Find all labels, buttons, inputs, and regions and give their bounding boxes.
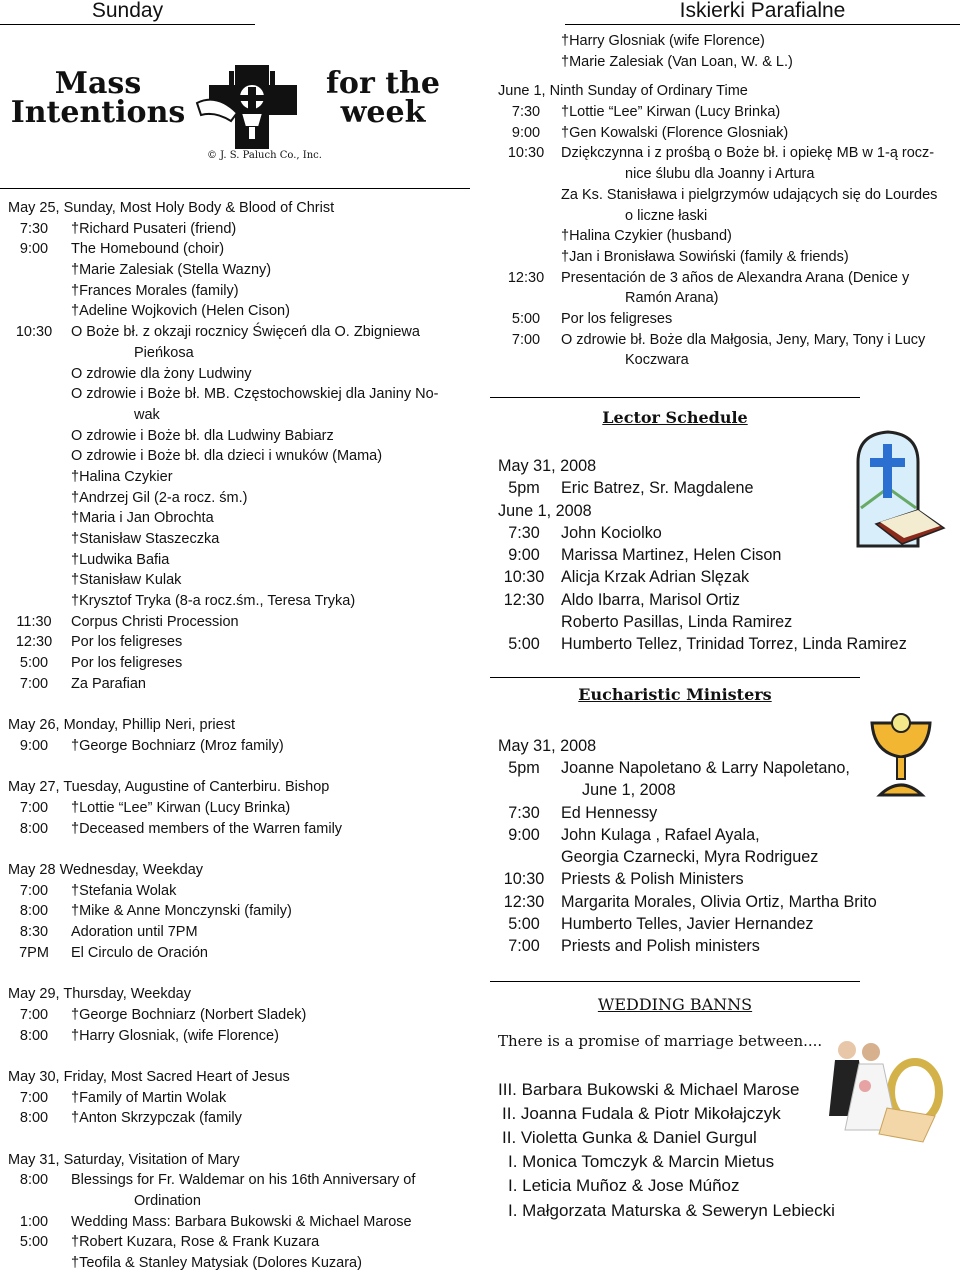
list-item <box>0 674 470 695</box>
intention-text: †Ludwika Bafia <box>71 551 170 568</box>
time-label: 7:00 <box>19 882 49 899</box>
list-item <box>490 868 960 890</box>
list-item <box>0 736 470 757</box>
time-label: 10:30 <box>15 324 53 341</box>
list-item <box>0 1212 470 1233</box>
time-label: 12:30 <box>15 634 53 651</box>
wedding-banns-list <box>490 1078 960 1223</box>
time-label: 12:30 <box>507 269 545 286</box>
list-item <box>490 633 960 655</box>
divider <box>490 981 860 982</box>
list-item <box>490 757 960 779</box>
time-label: 7:00 <box>19 1089 49 1106</box>
lector-schedule-title: Lector Schedule <box>602 408 748 427</box>
list-item <box>490 802 960 824</box>
cross-chalice-icon <box>193 63 318 151</box>
intention-text: †Adeline Wojkovich (Helen Cison) <box>71 303 290 320</box>
intention-text: Joanne Napoletano & Larry Napoletano, <box>561 758 850 777</box>
time-label: 10:30 <box>503 568 545 587</box>
logo-intentions: Intentions <box>10 95 186 130</box>
time-label: 8:00 <box>19 903 49 920</box>
intention-text: Roberto Pasillas, Linda Ramirez <box>561 613 793 632</box>
list-item <box>0 1088 470 1109</box>
list-item <box>0 632 470 653</box>
list-item <box>0 301 470 322</box>
list-item <box>490 566 960 588</box>
time-label: 7:00 <box>508 937 540 956</box>
list-item <box>0 922 470 943</box>
list-item: †Harry Glosniak (wife Florence) <box>561 33 765 49</box>
list-item <box>0 239 470 260</box>
list-item <box>490 185 960 206</box>
list-item <box>0 508 470 529</box>
mass-intentions-logo <box>0 25 470 165</box>
intention-text: El Circulo de Oración <box>71 944 208 961</box>
june-1-intentions <box>490 81 960 371</box>
list-item <box>490 164 960 185</box>
list-item <box>490 309 960 330</box>
intention-text: Eric Batrez, Sr. Magdalene <box>561 479 754 498</box>
time-label: 5:00 <box>508 915 540 934</box>
wedding-banns-subtitle: There is a promise of marriage between.... <box>498 1031 823 1050</box>
intention-text: †Richard Pusateri (friend) <box>71 220 237 237</box>
intention-text: †Family of Martin Wolak <box>71 1089 227 1106</box>
time-label: 9:00 <box>508 546 540 565</box>
intention-text: Humberto Tellez, Trinidad Torrez, Linda Ramirez <box>561 635 907 654</box>
time-label: 9:00 <box>511 124 541 141</box>
intention-text: June 1, 2008 <box>582 781 676 800</box>
day-title: May 28 Wednesday, Weekday <box>8 862 204 878</box>
list-item <box>0 798 470 819</box>
intention-text: Za Ks. Stanisława i pielgrzymów udających się do Lourdes <box>561 186 938 203</box>
day-title: June 1, Ninth Sunday of Ordinary Time <box>498 83 748 100</box>
list-item <box>0 405 470 426</box>
time-label: 8:00 <box>19 1172 49 1189</box>
list-item: †Marie Zalesiak (Van Loan, W. & L.) <box>561 53 793 70</box>
intention-text: Alicja Krzak Adrian Slęzak <box>561 568 750 587</box>
day-title: May 26, Monday, Phillip Neri, priest <box>8 717 235 734</box>
list-item <box>0 570 470 591</box>
intention-text: †Gen Kowalski (Florence Glosniak) <box>561 124 789 141</box>
intention-text: †Jan i Bronisława Sowiński (family & friends) <box>561 248 849 265</box>
list-item <box>0 612 470 633</box>
list-item <box>490 544 960 566</box>
list-item <box>0 1253 470 1274</box>
intention-text: †George Bochniarz (Norbert Sladek) <box>71 1006 307 1023</box>
list-item <box>0 260 470 281</box>
list-item <box>490 330 960 351</box>
list-item <box>490 102 960 123</box>
list-item <box>0 364 470 385</box>
logo-for-the: for the <box>326 66 440 101</box>
list-item <box>0 343 470 364</box>
intention-text: †Halina Czykier <box>71 468 173 485</box>
list-item <box>0 1026 470 1047</box>
logo-mass: Mass <box>54 66 142 101</box>
eucharistic-ministers-title: Eucharistic Ministers <box>578 684 772 704</box>
intention-text: Za Parafian <box>71 675 146 692</box>
list-item <box>490 477 960 499</box>
list-item <box>490 891 960 913</box>
list-item <box>490 247 960 268</box>
intention-text: †Anton Skrzypczak (family <box>71 1110 242 1127</box>
list-item <box>0 901 470 922</box>
time-label: 5:00 <box>19 655 49 672</box>
logo-copyright: © J. S. Paluch Co., Inc. <box>207 150 322 161</box>
intention-text: O zdrowie dla żony Ludwiny <box>71 365 252 382</box>
wedding-banns-title: WEDDING BANNS <box>597 994 753 1014</box>
intention-text: †Maria i Jan Obrochta <box>71 510 214 527</box>
list-item <box>490 206 960 227</box>
time-label: 10:30 <box>507 145 545 162</box>
intention-text: Margarita Morales, Olivia Ortiz, Martha Brito <box>561 892 877 911</box>
intention-text: †Harry Glosniak, (wife Florence) <box>71 1027 279 1044</box>
intention-text: Priests & Polish Ministers <box>561 870 744 889</box>
intention-text: O zdrowie bł. Boże dla Małgosia, Jeny, Mary, Tony i Lucy <box>561 331 926 348</box>
sunday-header: Sunday <box>0 0 255 25</box>
intention-text: Presentación de 3 años de Alexandra Arana (Denice y <box>561 269 910 286</box>
time-label: 9:00 <box>508 825 540 844</box>
list-item <box>0 322 470 343</box>
list-item <box>0 529 470 550</box>
intention-text: †Stanisław Kulak <box>71 572 182 589</box>
time-label: 12:30 <box>503 892 545 911</box>
logo-text-for-the-week <box>318 66 448 130</box>
intention-text: Por los feligreses <box>561 310 673 327</box>
time-label: 7:00 <box>19 675 49 692</box>
time-label: 5pm <box>508 479 540 498</box>
intention-text: Ramón Arana) <box>625 290 719 307</box>
time-label: 12:30 <box>503 590 545 609</box>
intention-text: †Deceased members of the Warren family <box>71 820 343 837</box>
banns-couple: I. Małgorzata Maturska & Seweryn Lebiecki <box>508 1200 835 1220</box>
intention-text: Marissa Martinez, Helen Cison <box>561 546 782 565</box>
list-item <box>0 281 470 302</box>
banns-couple: III. Barbara Bukowski & Michael Marose <box>498 1079 800 1099</box>
intention-text: nice ślubu dla Joanny i Artura <box>625 166 815 183</box>
intention-text: Priests and Polish ministers <box>561 937 760 956</box>
list-item <box>490 824 960 846</box>
time-label: 10:30 <box>503 870 545 889</box>
list-item <box>0 1005 470 1026</box>
intention-text: Ed Hennessy <box>561 803 658 822</box>
intention-text: †Teofila & Stanley Matysiak (Dolores Kuzara) <box>71 1255 362 1272</box>
schedule-date: May 31, 2008 <box>498 457 597 475</box>
list-item <box>0 1191 470 1212</box>
time-label: 1:00 <box>19 1213 49 1230</box>
intention-text: †Lottie “Lee” Kirwan (Lucy Brinka) <box>561 104 781 121</box>
intention-text: †Halina Czykier (husband) <box>561 228 732 245</box>
list-item <box>0 550 470 571</box>
list-item <box>0 1108 470 1129</box>
list-item <box>0 819 470 840</box>
list-item <box>490 913 960 935</box>
list-item <box>490 611 960 633</box>
time-label: 7:00 <box>19 1006 49 1023</box>
time-label: 5:00 <box>508 635 540 654</box>
day-title: May 30, Friday, Most Sacred Heart of Jesus <box>8 1068 290 1085</box>
time-label: 9:00 <box>19 241 49 258</box>
banns-couple: II. Violetta Gunka & Daniel Gurgul <box>502 1128 757 1148</box>
list-item <box>0 426 470 447</box>
list-item <box>490 846 960 868</box>
intention-text: Aldo Ibarra, Marisol Ortiz <box>561 590 741 609</box>
intention-text: †Stefania Wolak <box>71 882 177 899</box>
list-item <box>0 881 470 902</box>
intention-text: John Kulaga , Rafael Ayala, <box>561 825 760 844</box>
list-item <box>0 591 470 612</box>
list-item <box>0 943 470 964</box>
list-item <box>0 384 470 405</box>
list-item <box>490 589 960 611</box>
intention-text: †George Bochniarz (Mroz family) <box>71 737 284 754</box>
day-title: May 29, Thursday, Weekday <box>8 986 191 1003</box>
list-item <box>490 226 960 247</box>
intention-text: Koczwara <box>625 352 689 369</box>
left-column <box>0 0 470 1274</box>
intention-text: Corpus Christi Procession <box>71 613 239 630</box>
time-label: 8:30 <box>19 924 49 941</box>
list-item <box>490 935 960 957</box>
intention-text: The Homebound (choir) <box>71 241 225 258</box>
intention-text: Wedding Mass: Barbara Bukowski & Michael Marose <box>71 1213 412 1230</box>
time-label: 5:00 <box>511 310 541 327</box>
list-item <box>0 446 470 467</box>
time-label: 7:30 <box>508 803 540 822</box>
intention-text: Adoration until 7PM <box>71 924 198 941</box>
banns-couple: I. Leticia Muñoz & Jose Múñoz <box>508 1176 740 1196</box>
time-label: 7PM <box>19 944 49 961</box>
list-item <box>490 123 960 144</box>
intention-text: Blessings for Fr. Waldemar on his 16th Anniversary of <box>71 1172 416 1189</box>
intention-text: Pieńkosa <box>134 344 194 361</box>
intention-text: O Boże bł. z okzaji rocznicy Święceń dla O. Zbigniewa <box>71 324 420 341</box>
list-item <box>0 1170 470 1191</box>
intention-text: Georgia Czarnecki, Myra Rodriguez <box>561 848 819 867</box>
logo-text-mass-intentions <box>8 66 188 130</box>
mass-intentions-list <box>0 189 470 1274</box>
intention-text: Por los feligreses <box>71 655 183 672</box>
list-item <box>0 488 470 509</box>
intention-text: John Kociolko <box>561 523 662 542</box>
time-label: 9:00 <box>19 737 49 754</box>
carry-over-intentions <box>490 25 960 72</box>
schedule-date: May 31, 2008 <box>498 736 597 755</box>
list-item <box>490 288 960 309</box>
intention-text: †Lottie “Lee” Kirwan (Lucy Brinka) <box>71 799 291 816</box>
time-label: 7:00 <box>511 331 541 348</box>
intention-text: †Marie Zalesiak (Stella Wazny) <box>71 262 272 279</box>
intention-text: O zdrowie i Boże bł. dla Ludwiny Babiarz <box>71 427 334 444</box>
intention-text: †Robert Kuzara, Rose & Frank Kuzara <box>71 1234 320 1251</box>
list-item <box>490 143 960 164</box>
intention-text: †Mike & Anne Monczynski (family) <box>71 903 292 920</box>
intention-text: O zdrowie i Boże bł. MB. Częstochowskiej dla Janiny No- <box>71 386 439 403</box>
iskierki-header: Iskierki Parafialne <box>565 0 960 25</box>
list-item <box>490 522 960 544</box>
intention-text: †Frances Morales (family) <box>71 282 239 299</box>
intention-text: O zdrowie i Boże bł. dla dzieci i wnuków (Mama) <box>71 448 383 465</box>
intention-text: Por los feligreses <box>71 634 183 651</box>
intention-text: Ordination <box>134 1193 201 1209</box>
schedule-date: June 1, 2008 <box>498 501 592 520</box>
time-label: 7:30 <box>511 104 541 121</box>
time-label: 5pm <box>508 758 540 777</box>
time-label: 8:00 <box>19 1110 49 1127</box>
logo-week: week <box>340 95 426 130</box>
time-label: 8:00 <box>19 820 49 837</box>
list-item <box>0 467 470 488</box>
time-label: 11:30 <box>16 613 52 630</box>
day-title: May 31, Saturday, Visitation of Mary <box>8 1151 240 1168</box>
banns-couple: I. Monica Tomczyk & Marcin Mietus <box>508 1152 775 1172</box>
intention-text: †Krysztof Tryka (8-a rocz.śm., Teresa Tryka) <box>71 593 356 610</box>
list-item <box>490 779 960 801</box>
list-item <box>0 1232 470 1253</box>
time-label: 8:00 <box>19 1027 49 1044</box>
right-column <box>490 0 960 1223</box>
divider <box>490 397 860 398</box>
intention-text: wak <box>134 406 160 423</box>
intention-text: †Andrzej Gil (2-a rocz. śm.) <box>71 489 248 506</box>
intention-text: †Stanisław Staszeczka <box>71 531 220 547</box>
day-title: May 27, Tuesday, Augustine of Canterbiru. Bishop <box>8 779 330 796</box>
list-item <box>0 219 470 240</box>
list-item <box>0 653 470 674</box>
list-item <box>490 350 960 371</box>
intention-text: Humberto Telles, Javier Hernandez <box>561 915 814 934</box>
time-label: 7:00 <box>19 799 49 816</box>
banns-couple: II. Joanna Fudala & Piotr Mikołajczyk <box>502 1103 781 1123</box>
time-label: 5:00 <box>19 1234 49 1251</box>
time-label: 7:30 <box>508 523 540 542</box>
day-title: May 25, Sunday, Most Holy Body & Blood of Christ <box>8 200 335 216</box>
divider <box>490 677 860 678</box>
intention-text: Dziękczynna i z prośbą o Boże bł. i opiekę MB w 1-ą rocz- <box>561 145 935 162</box>
list-item <box>490 268 960 289</box>
time-label: 7:30 <box>19 220 49 237</box>
intention-text: o liczne łaski <box>625 207 708 224</box>
